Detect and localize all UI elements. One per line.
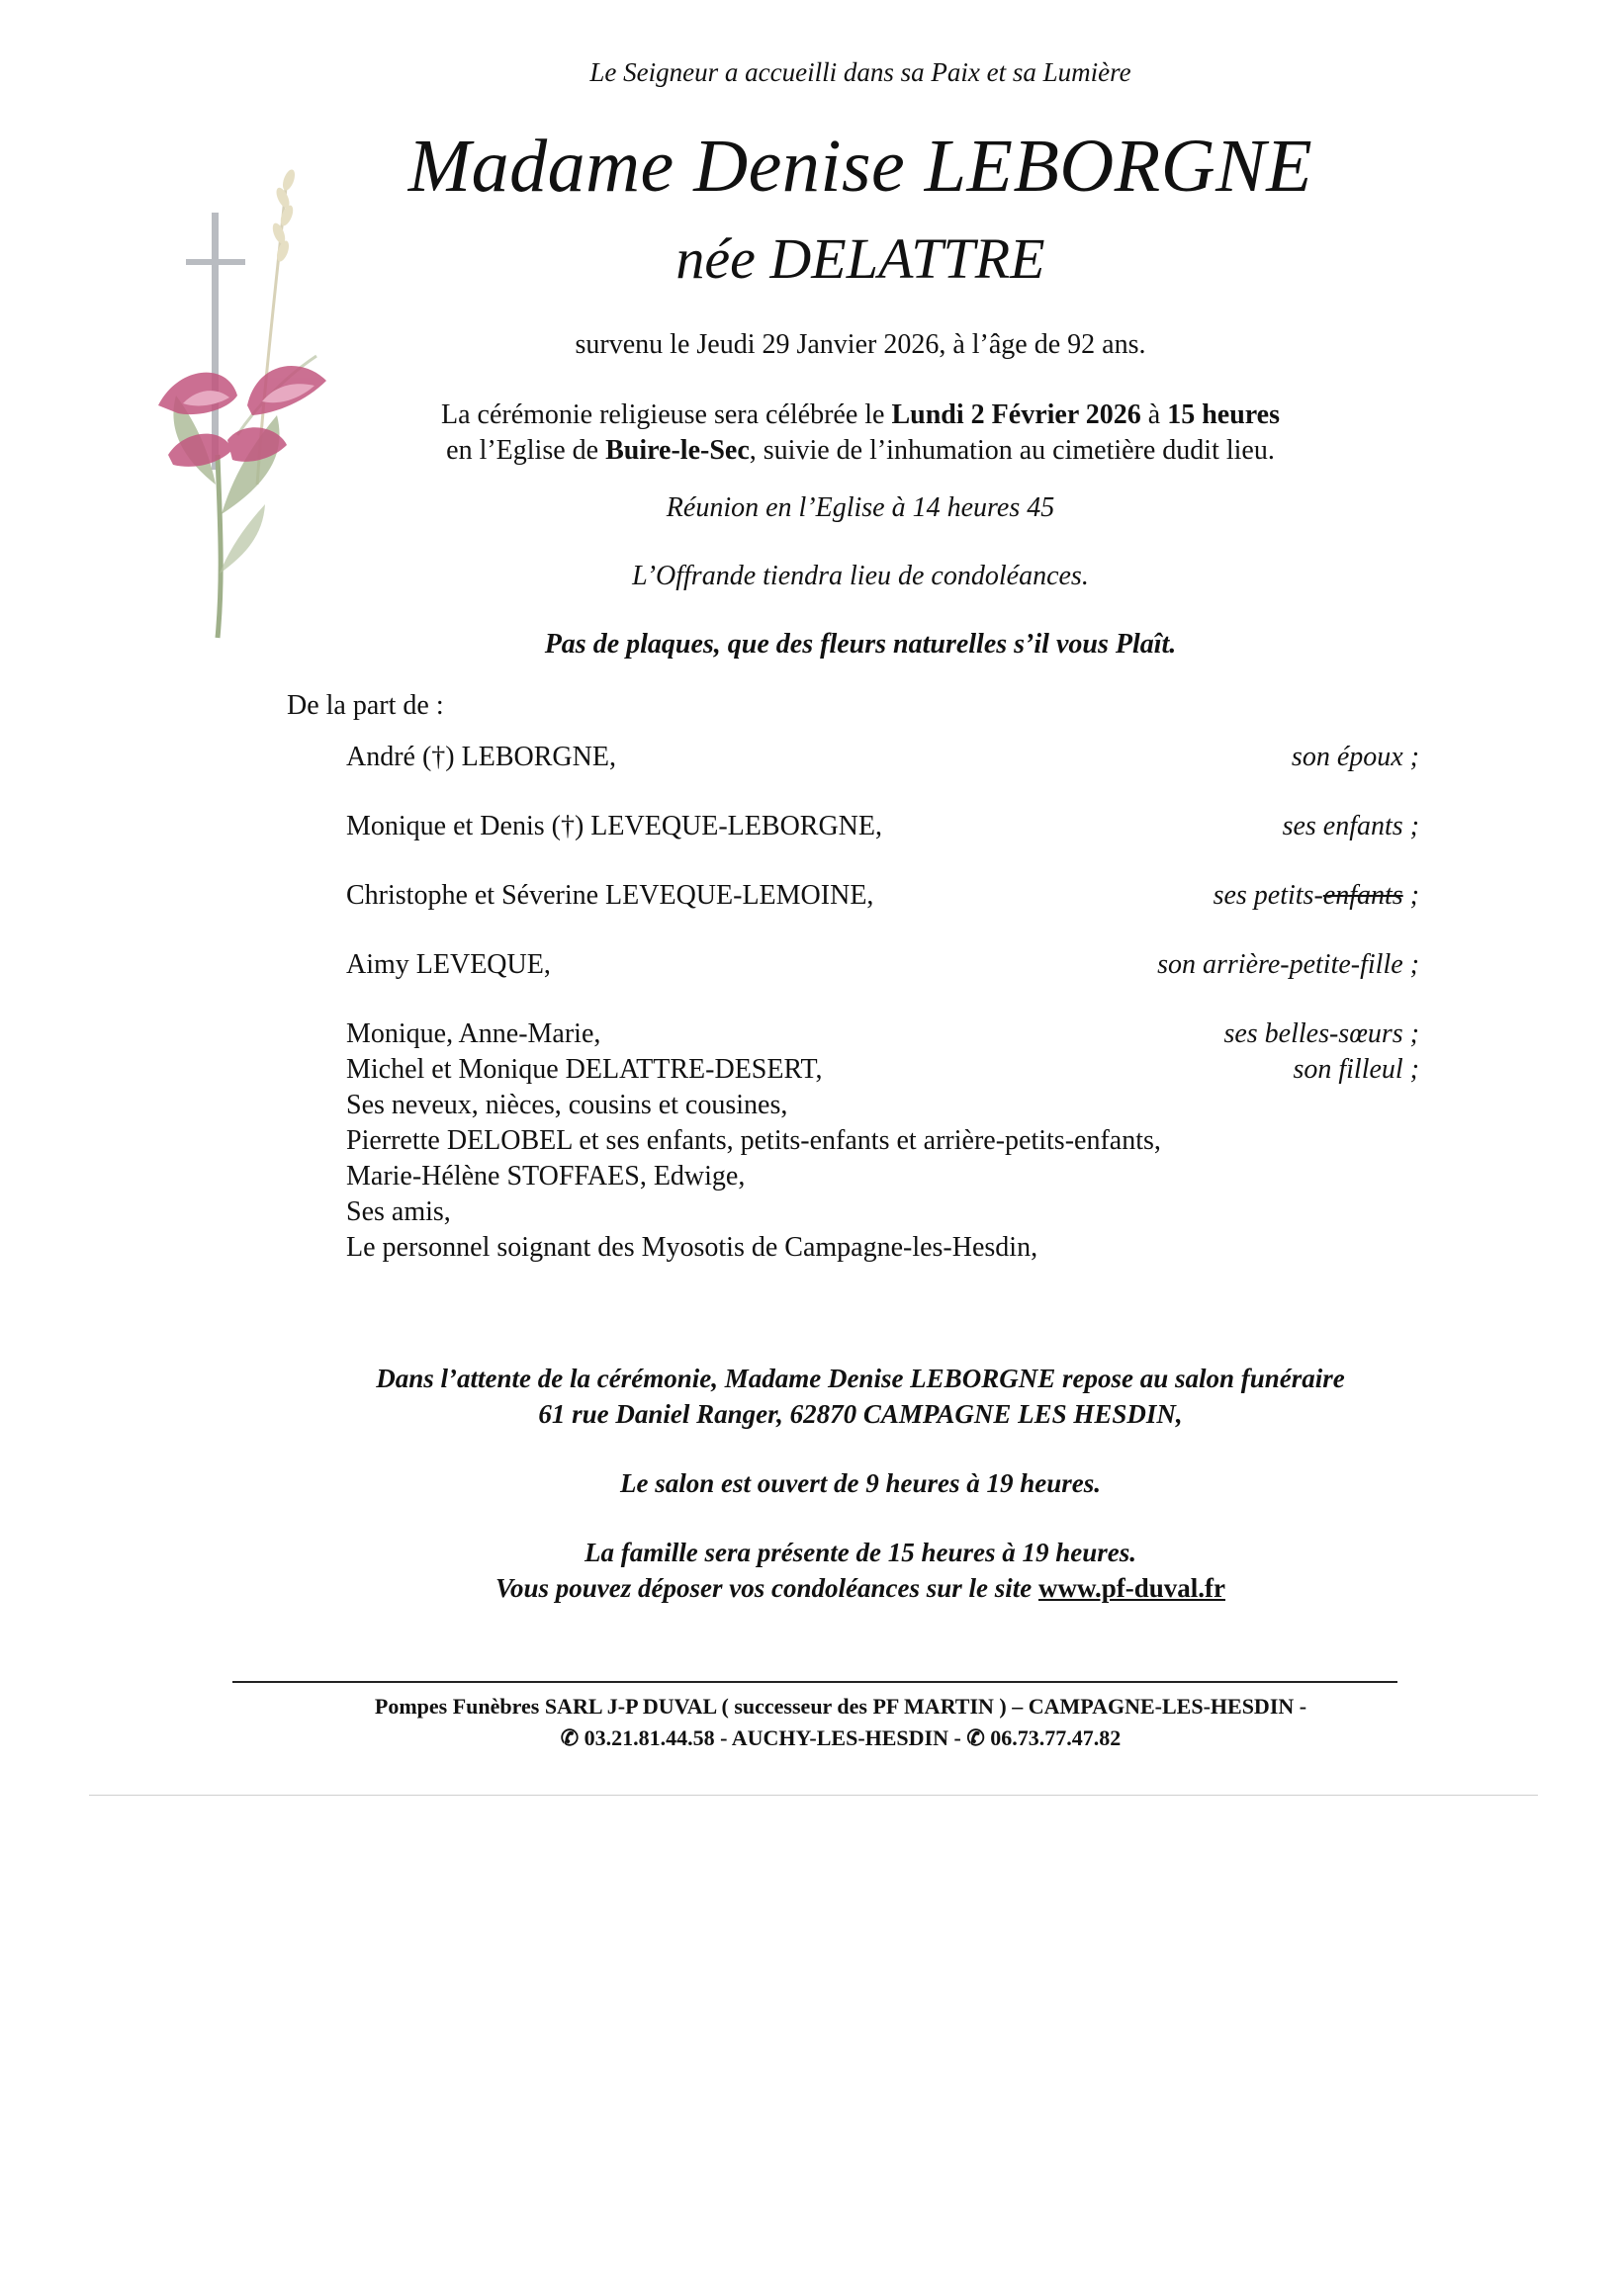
salon-address: 61 rue Daniel Ranger, 62870 CAMPAGNE LES HESDIN, [538,1399,1183,1429]
family-relation: ses enfants ; [1282,811,1419,841]
family-row [346,880,1419,916]
salon-info [267,1361,1454,1432]
deceased-name: Madame Denise LEBORGNE [407,125,1313,208]
condolences-text: Vous pouvez déposer vos condoléances sur le site [495,1573,1038,1603]
footer-line1: Pompes Funèbres SARL J-P DUVAL ( successeur des PF MARTIN ) – CAMPAGNE-LES-HESDIN - [374,1694,1307,1719]
page-bottom-line [89,1795,1538,1796]
family-other-text: Pierrette DELOBEL et ses enfants, petits-enfants et arrière-petits-enfants, [346,1125,1161,1156]
family-member-name: Michel et Monique DELATTRE-DESERT, [346,1054,823,1085]
list-item [346,1161,1419,1196]
footer-divider [232,1681,1397,1683]
list-item [346,1125,1419,1161]
epigraph: Le Seigneur a accueilli dans sa Paix et sa Lumière [589,57,1131,87]
family-member-name: Christophe et Séverine LEVEQUE-LEMOINE, [346,880,874,911]
family-relation: ses belles-sœurs ; [1223,1018,1419,1049]
salon-line1: Dans l’attente de la cérémonie, Madame Denise LEBORGNE repose au salon funéraire [376,1364,1345,1393]
family-relation: son époux ; [1291,742,1419,772]
family-row [346,1018,1419,1054]
relation-end: ; [1402,880,1419,911]
family-other-text: Le personnel soignant des Myosotis de Campagne-les-Hesdin, [346,1232,1038,1263]
ceremony-time: 15 heures [1167,399,1281,430]
birth-name: née DELATTRE [675,226,1045,291]
salon-hours: Le salon est ouvert de 9 heures à 19 heures. [620,1468,1101,1498]
family-relation: son filleul ; [1293,1054,1419,1085]
church-intro: en l’Eglise de [446,435,606,466]
list-item [346,1090,1419,1125]
family-intro: De la part de : [287,690,444,721]
family-presence [287,1535,1434,1606]
ceremony-at: à [1140,399,1168,430]
list-item [346,1232,1419,1268]
relation-part: ses petits- [1213,880,1323,911]
family-other-text: Ses amis, [346,1196,451,1227]
flowers-note: Pas de plaques, que des fleurs naturelles s’il vous Plaît. [544,629,1177,660]
ceremony-date: Lundi 2 Février 2026 [891,399,1141,430]
family-row [346,949,1419,985]
family-relation [1214,880,1419,912]
family-row [346,742,1419,777]
offrande-note: L’Offrande tiendra lieu de condoléances. [632,561,1089,591]
footer-line2: ✆ 03.21.81.44.58 - AUCHY-LES-HESDIN - ✆ 06.73.77.47.82 [560,1725,1122,1750]
church-rest: , suivie de l’inhumation au cimetière dudit lieu. [749,435,1275,466]
family-member-name: André (†) LEBORGNE, [346,742,616,772]
death-notice: survenu le Jeudi 29 Janvier 2026, à l’âge de 92 ans. [575,329,1146,360]
relation-struck-part: enfants [1322,880,1403,911]
website-link[interactable]: www.pf-duval.fr [1037,1573,1225,1603]
list-item [346,1196,1419,1232]
family-other-text: Ses neveux, nièces, cousins et cousines, [346,1090,788,1120]
family-member-name: Monique, Anne-Marie, [346,1018,601,1049]
family-other-text: Marie-Hélène STOFFAES, Edwige, [346,1161,746,1192]
family-present-line: La famille sera présente de 15 heures à 19 heures. [585,1538,1136,1567]
family-row [346,1054,1419,1090]
family-row [346,811,1419,846]
church-place: Buire-le-Sec [605,435,750,466]
reunion-time: Réunion en l’Eglise à 14 heures 45 [666,492,1055,523]
ceremony-intro: La cérémonie religieuse sera célébrée le [440,399,892,430]
family-member-name: Monique et Denis (†) LEVEQUE-LEBORGNE, [346,811,883,841]
ceremony-details [287,397,1434,469]
funeral-home-footer [232,1691,1449,1754]
family-member-name: Aimy LEVEQUE, [346,949,551,980]
family-relation: son arrière-petite-fille ; [1157,949,1419,980]
